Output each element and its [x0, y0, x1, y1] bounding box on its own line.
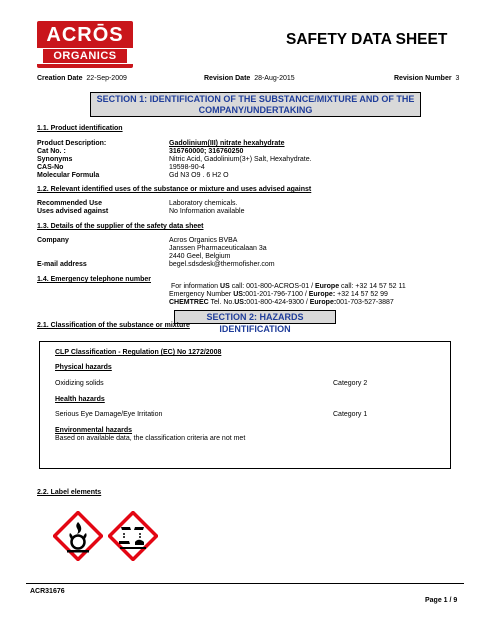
acros-organics-logo — [37, 21, 133, 68]
section-1-heading: SECTION 1: IDENTIFICATION OF THE SUBSTANCE/MIXTURE AND OF THE COMPANY/UNDERTAKING — [90, 92, 421, 117]
emergency-info-line: For information US call: 001-800-ACROS-01 / Europe call: +32 14 57 52 11 — [171, 283, 406, 290]
emergency-telephone-title: 1.4. Emergency telephone number — [37, 276, 151, 283]
identified-uses-title: 1.2. Relevant identified uses of the substance or mixture and uses advised against — [37, 186, 312, 193]
environmental-hazards-text: Based on available data, the classification criteria are not met — [55, 435, 246, 442]
uses-advised-against-value: No Information available — [169, 208, 245, 215]
company-name: Acros Organics BVBA — [169, 237, 238, 244]
footer-product-code: ACR31676 — [30, 588, 65, 595]
cat-no-value: 316760000; 316760250 — [169, 148, 244, 155]
label-elements-title: 2.2. Label elements — [37, 489, 102, 496]
company-city: 2440 Geel, Belgium — [169, 253, 231, 260]
creation-date: Creation Date 22-Sep-2009 — [37, 75, 127, 82]
clp-title: CLP Classification - Regulation (EC) No 1272/2008 — [55, 349, 222, 356]
clp-classification-box — [39, 341, 451, 469]
recommended-use-label: Recommended Use — [37, 200, 102, 207]
synonyms-value: Nitric Acid, Gadolinium(3+) Salt, Hexahydrate. — [169, 156, 312, 163]
logo-top-text: ACRŌS — [46, 24, 124, 46]
health-hazards-title: Health hazards — [55, 396, 105, 403]
synonyms-label: Synonyms — [37, 156, 73, 163]
product-identification-title: 1.1. Product identification — [37, 125, 123, 132]
physical-hazards-title: Physical hazards — [55, 364, 112, 371]
email-value[interactable]: begel.sdsdesk@thermofisher.com — [169, 261, 275, 268]
logo-bottom-text: ORGANICS — [43, 49, 127, 63]
cas-value: 19598-90-4 — [169, 164, 205, 171]
classification-title: 2.1. Classification of the substance or mixture — [37, 322, 190, 329]
oxidizer-icon — [53, 511, 103, 561]
footer-divider — [26, 583, 464, 584]
eye-damage-label: Serious Eye Damage/Eye Irritation — [55, 411, 163, 418]
cas-label: CAS-No — [37, 164, 64, 171]
supplier-details-title: 1.3. Details of the supplier of the safety data sheet — [37, 223, 204, 230]
cat-no-label: Cat No. : — [37, 148, 66, 155]
company-street: Janssen Pharmaceuticalaan 3a — [169, 245, 267, 252]
recommended-use-value: Laboratory chemicals. — [169, 200, 238, 207]
section-2-heading: SECTION 2: HAZARDS IDENTIFICATION — [174, 310, 336, 324]
oxidizing-solids-label: Oxidizing solids — [55, 380, 104, 387]
uses-advised-against-label: Uses advised against — [37, 208, 109, 215]
formula-value: Gd N3 O9 . 6 H2 O — [169, 172, 229, 179]
chemtrec-line: CHEMTREC Tel. No.US:001-800-424-9300 / Europe:001-703-527-3887 — [169, 299, 394, 306]
formula-label: Molecular Formula — [37, 172, 100, 179]
revision-number: Revision Number 3 — [394, 75, 460, 82]
company-label: Company — [37, 237, 69, 244]
eye-damage-category: Category 1 — [333, 411, 368, 418]
email-label: E-mail address — [37, 261, 87, 268]
corrosion-icon — [108, 511, 158, 561]
oxidizing-solids-category: Category 2 — [333, 380, 368, 387]
emergency-number-line: Emergency Number US:001-201-796-7100 / Europe: +32 14 57 52 99 — [169, 291, 388, 298]
product-description-label: Product Description: — [37, 140, 107, 147]
product-description-value: Gadolinium(III) nitrate hexahydrate — [169, 140, 285, 147]
environmental-hazards-title: Environmental hazards — [55, 427, 133, 434]
page-number: Page 1 / 9 — [425, 597, 458, 604]
revision-date: Revision Date 28-Aug-2015 — [204, 75, 295, 82]
document-title: SAFETY DATA SHEET — [286, 31, 448, 48]
